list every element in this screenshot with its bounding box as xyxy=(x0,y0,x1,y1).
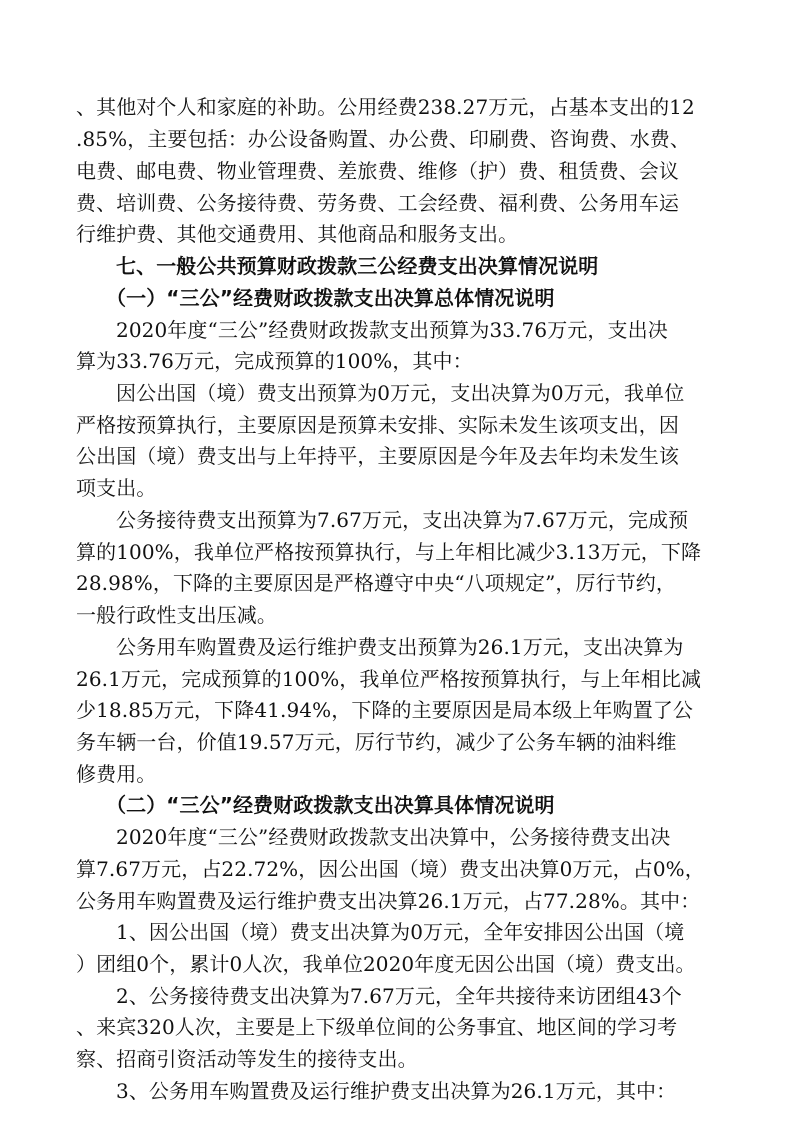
text-line: 公务接待费支出预算为7.67万元，支出决算为7.67万元，完成预 xyxy=(116,508,689,532)
text-line: 察、招商引资活动等发生的接待支出。 xyxy=(76,1047,418,1071)
text-line: 算的100%，我单位严格按预算执行，与上年相比减少3.13万元，下降 xyxy=(76,540,702,564)
text-line: 公务用车购置费及运行维护费支出决算26.1万元，占77.28%。其中： xyxy=(76,889,701,913)
text-line: 一般行政性支出压减。 xyxy=(76,603,277,627)
text-line: .85%，主要包括：办公设备购置、办公费、印刷费、咨询费、水费、 xyxy=(76,127,691,151)
text-line: 行维护费、其他交通费用、其他商品和服务支出。 xyxy=(76,222,519,246)
text-line: 2020年度“三公”经费财政拨款支出预算为33.76万元，支出决 xyxy=(116,318,668,342)
text-line: 1、因公出国（境）费支出决算为0万元，全年安排因公出国（境 xyxy=(116,920,685,944)
text-line: ）团组0个，累计0人次，我单位2020年度无因公出国（境）费支出。 xyxy=(76,952,696,976)
text-line: 28.98%，下降的主要原因是严格遵守中央“八项规定”，厉行节约， xyxy=(76,571,677,595)
text-line: 因公出国（境）费支出预算为0万元，支出决算为0万元，我单位 xyxy=(116,381,685,405)
text-line: 公出国（境）费支出与上年持平，主要原因是今年及去年均未发生该 xyxy=(76,444,679,468)
text-line: 3、公务用车购置费及运行维护费支出决算为26.1万元，其中： xyxy=(116,1079,677,1103)
text-line: 2、公务接待费支出决算为7.67万元，全年共接待来访团组43个 xyxy=(116,984,682,1008)
text-line: 严格按预算执行，主要原因是预算未安排、实际未发生该项支出，因 xyxy=(76,413,679,437)
text-line: 项支出。 xyxy=(76,476,157,500)
text-line: 、其他对个人和家庭的补助。公用经费238.27万元，占基本支出的12 xyxy=(76,95,695,119)
text-line: 电费、邮电费、物业管理费、差旅费、维修（护）费、租赁费、会议 xyxy=(76,159,679,183)
text-line: 26.1万元，完成预算的100%，我单位严格按预算执行，与上年相比减 xyxy=(76,667,702,691)
text-line: 费、培训费、公务接待费、劳务费、工会经费、福利费、公务用车运 xyxy=(76,191,679,215)
text-line: 少18.85万元，下降41.94%，下降的主要原因是局本级上年购置了公 xyxy=(76,698,694,722)
section-heading: 七、一般公共预算财政拨款三公经费支出决算情况说明 xyxy=(116,254,599,278)
text-line: 务车辆一台，价值19.57万元，厉行节约，减少了公务车辆的油料维 xyxy=(76,730,677,754)
text-line: 、来宾320人次，主要是上下级单位间的公务事宜、地区间的学习考 xyxy=(76,1015,678,1039)
subsection-heading: （二）“三公”经费财政拨款支出决算具体情况说明 xyxy=(106,793,555,817)
subsection-heading: （一）“三公”经费财政拨款支出决算总体情况说明 xyxy=(106,286,555,310)
text-line: 公务用车购置费及运行维护费支出预算为26.1万元，支出决算为 xyxy=(116,635,684,659)
text-line: 修费用。 xyxy=(76,762,157,786)
text-line: 算为33.76万元，完成预算的100%，其中： xyxy=(76,349,473,373)
text-line: 2020年度“三公”经费财政拨款支出决算中，公务接待费支出决 xyxy=(116,825,671,849)
text-line: 算7.67万元，占22.72%，因公出国（境）费支出决算0万元，占0%， xyxy=(76,857,705,881)
